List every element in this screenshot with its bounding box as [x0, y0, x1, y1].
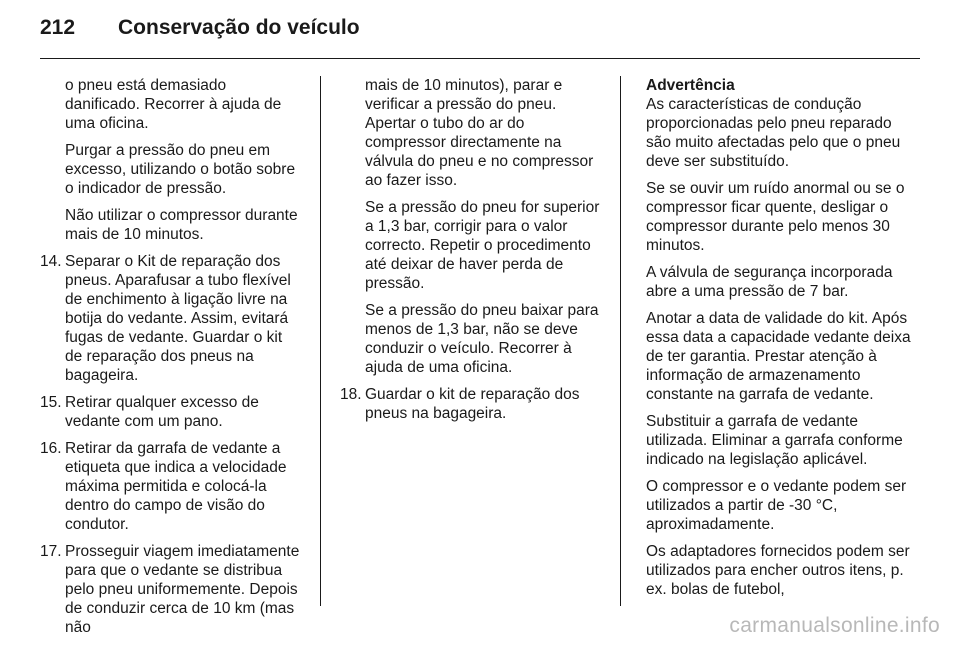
- paragraph: mais de 10 minutos), parar e verificar a pressão do pneu. Apertar o tubo do ar do compressor directamente na válvula do pneu e no compressor ao fazer isso.: [365, 77, 594, 189]
- paragraph: o pneu está demasiado danificado. Recorrer à ajuda de uma oficina.: [65, 77, 282, 132]
- column-left: [40, 76, 302, 645]
- list-number: 17.: [40, 543, 62, 560]
- warning-heading: Advertência: [646, 77, 735, 94]
- list-text: Prosseguir viagem imediatamente para que o vedante se distribua pelo pneu uniformemente. Depois de conduzir cerca de 10 km (mas não: [65, 543, 300, 636]
- list-number: 16.: [40, 440, 62, 457]
- page-number: 212: [40, 16, 76, 39]
- list-text: Retirar da garrafa de vedante a etiqueta que indica a velocidade máxima permitida e colocá-la dentro do campo de visão do condutor.: [65, 440, 287, 533]
- list-number: 18.: [340, 386, 362, 403]
- page-title: Conservação do veículo: [118, 16, 360, 39]
- warning-block: [646, 76, 912, 171]
- list-text: Guardar o kit de reparação dos pneus na bagageira.: [365, 386, 580, 422]
- paragraph: Se a pressão do pneu baixar para menos de 1,3 bar, não se deve conduzir o veículo. Recorrer à ajuda de uma oficina.: [365, 302, 599, 376]
- list-item: [40, 542, 302, 637]
- paragraph: Purgar a pressão do pneu em excesso, utilizando o botão sobre o indicador de pressão.: [65, 142, 296, 197]
- paragraph: Não utilizar o compressor durante mais de 10 minutos.: [65, 207, 298, 243]
- paragraph: O compressor e o vedante podem ser utilizados a partir de -30 °C, aproximadamente.: [646, 478, 907, 533]
- list-number: 14.: [40, 253, 62, 270]
- paragraph: Substituir a garrafa de vedante utilizada. Eliminar a garrafa conforme indicado na legislação aplicável.: [646, 413, 903, 468]
- column-right: [646, 76, 912, 607]
- column-divider: [620, 76, 621, 606]
- paragraph: Anotar a data de validade do kit. Após essa data a capacidade vedante deixa de ter garantia. Prestar atenção à informação de armazenamento constante na garrafa de vedante.: [646, 310, 911, 403]
- column-middle: [340, 76, 602, 431]
- paragraph: Se a pressão do pneu for superior a 1,3 bar, corrigir para o valor correcto. Repetir o procedimento até deixar de haver perda de pressão.: [365, 199, 600, 292]
- page-header: [40, 16, 360, 50]
- list-number: 15.: [40, 394, 62, 411]
- warning-text: As características de condução proporcionadas pelo pneu reparado são muito afectadas pelo que o pneu deve ser substituído.: [646, 96, 901, 170]
- paragraph: A válvula de segurança incorporada abre a uma pressão de 7 bar.: [646, 264, 893, 300]
- list-item: [40, 393, 302, 431]
- list-item: [40, 439, 302, 534]
- list-text: Retirar qualquer excesso de vedante com um pano.: [65, 394, 259, 430]
- paragraph: Os adaptadores fornecidos podem ser utilizados para encher outros itens, p. ex. bolas de futebol,: [646, 543, 910, 598]
- list-text: Separar o Kit de reparação dos pneus. Aparafusar a tubo flexível de enchimento à ligação livre na botija do vedante. Assim, evitará fugas de vedante. Guardar o kit de reparação dos pneus na bagageira.: [65, 253, 291, 384]
- list-item: [40, 252, 302, 385]
- list-item: [340, 385, 602, 423]
- header-rule: [40, 58, 920, 59]
- column-divider: [320, 76, 321, 606]
- paragraph: Se se ouvir um ruído anormal ou se o compressor ficar quente, desligar o compressor durante pelo menos 30 minutos.: [646, 180, 905, 254]
- watermark: carmanualsonline.info: [729, 614, 940, 637]
